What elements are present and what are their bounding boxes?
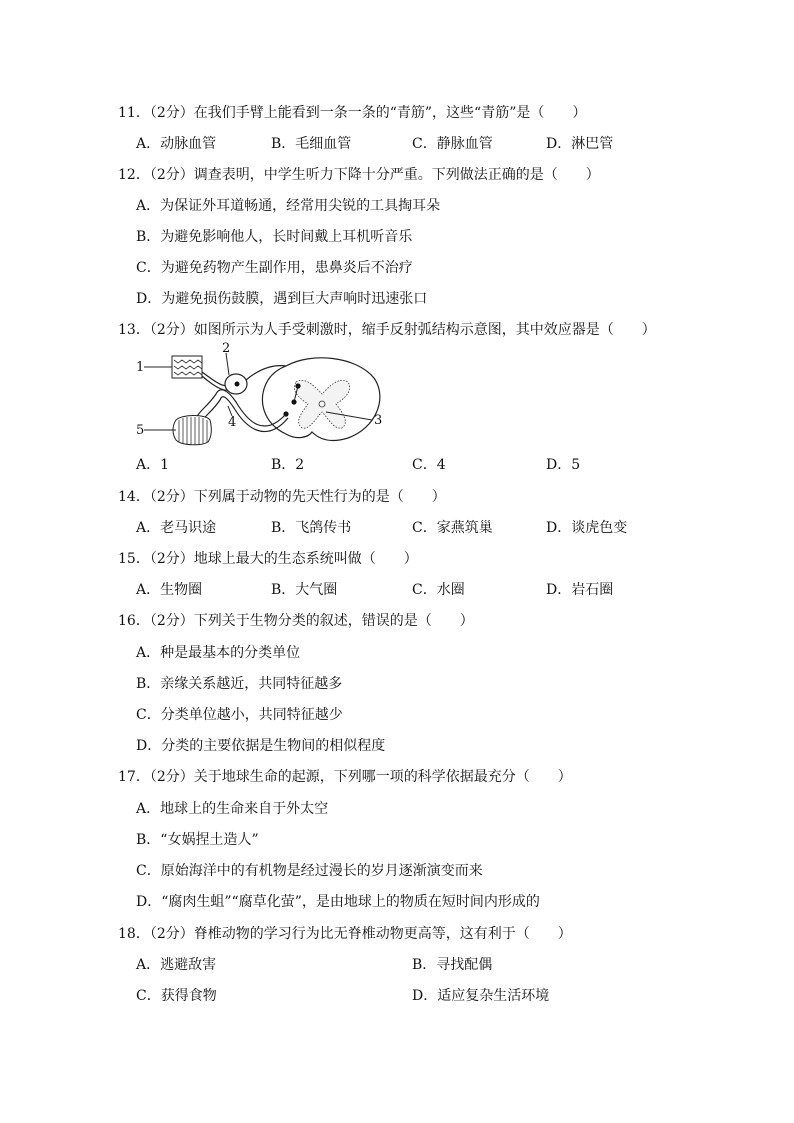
- option-b[interactable]: B．“女娲捏土造人”: [136, 832, 259, 848]
- option-a[interactable]: A．1: [136, 457, 170, 473]
- option-b[interactable]: B．亲缘关系越近，共同特征越多: [136, 676, 343, 692]
- option-b[interactable]: B．大气圈: [271, 582, 338, 598]
- figure-label-5: 5: [136, 423, 145, 438]
- option-d[interactable]: D．岩石圈: [546, 582, 614, 598]
- reflex-arc-figure: [136, 342, 396, 452]
- question-12-stem: 12．（2分）调查表明，中学生听力下降十分严重。下列做法正确的是（ ）: [118, 167, 600, 183]
- option-b[interactable]: B．2: [271, 457, 305, 473]
- option-c[interactable]: C．家燕筑巢: [412, 520, 493, 536]
- option-c[interactable]: C．4: [412, 457, 446, 473]
- question-15-stem: 15．（2分）地球上最大的生态系统叫做（ ）: [118, 551, 418, 567]
- option-c[interactable]: C．静脉血管: [412, 136, 493, 152]
- question-14-options: [136, 518, 696, 538]
- option-b[interactable]: B．为避免影响他人，长时间戴上耳机听音乐: [136, 229, 413, 245]
- option-a[interactable]: A．为保证外耳道畅通，经常用尖锐的工具掏耳朵: [136, 198, 441, 214]
- option-d[interactable]: D．适应复杂生活环境: [412, 988, 550, 1004]
- option-d[interactable]: D．为避免损伤鼓膜，遇到巨大声响时迅速张口: [136, 291, 428, 307]
- figure-label-1: 1: [136, 360, 145, 375]
- option-a[interactable]: A．逃避敌害: [136, 957, 217, 973]
- question-17-stem: 17．（2分）关于地球生命的起源，下列哪一项的科学依据最充分（ ）: [118, 769, 572, 785]
- option-a[interactable]: A．生物圈: [136, 582, 203, 598]
- option-a[interactable]: A．老马识途: [136, 520, 217, 536]
- option-b[interactable]: B．飞鸽传书: [271, 520, 352, 536]
- option-c[interactable]: C．分类单位越小，共同特征越少: [136, 707, 343, 723]
- option-d[interactable]: D．谈虎色变: [546, 520, 628, 536]
- option-b[interactable]: B．寻找配偶: [412, 957, 493, 973]
- question-13-stem: 13．（2分）如图所示为人手受刺激时，缩手反射弧结构示意图，其中效应器是（ ）: [118, 322, 656, 338]
- question-15-options: [136, 580, 696, 600]
- question-13-options: [136, 455, 696, 475]
- question-18-options-row2: [136, 986, 696, 1006]
- option-d[interactable]: D．分类的主要依据是生物间的相似程度: [136, 738, 386, 754]
- figure-label-2: 2: [222, 342, 231, 356]
- question-11-stem: 11．（2分）在我们手臂上能看到一条一条的“青筋”，这些“青筋”是（ ）: [118, 105, 587, 121]
- question-16-stem: 16．（2分）下列关于生物分类的叙述，错误的是（ ）: [118, 613, 474, 629]
- option-a[interactable]: A．动脉血管: [136, 136, 217, 152]
- option-b[interactable]: B．毛细血管: [271, 136, 352, 152]
- option-a[interactable]: A．地球上的生命来自于外太空: [136, 801, 329, 817]
- receptor-skin-shape: [172, 356, 202, 378]
- figure-label-4: 4: [228, 415, 237, 430]
- option-d[interactable]: D．5: [546, 457, 581, 473]
- question-11-options: [136, 134, 696, 154]
- question-18-stem: 18．（2分）脊椎动物的学习行为比无脊椎动物更高等，这有利于（ ）: [118, 926, 572, 942]
- option-c[interactable]: C．为避免药物产生副作用，患鼻炎后不治疗: [136, 260, 413, 276]
- question-18-options-row1: [136, 955, 696, 975]
- option-a[interactable]: A．种是最基本的分类单位: [136, 645, 301, 661]
- option-c[interactable]: C．原始海洋中的有机物是经过漫长的岁月逐渐演变而来: [136, 863, 483, 879]
- question-14-stem: 14．（2分）下列属于动物的先天性行为的是（ ）: [118, 489, 446, 505]
- effector-muscle-shape: [173, 416, 211, 446]
- option-d[interactable]: D．淋巴管: [546, 136, 614, 152]
- option-c[interactable]: C．获得食物: [136, 988, 217, 1004]
- figure-label-3: 3: [374, 413, 383, 428]
- option-d[interactable]: D．“腐肉生蛆”“腐草化萤”，是由地球上的物质在短时间内形成的: [136, 894, 540, 910]
- option-c[interactable]: C．水圈: [412, 582, 465, 598]
